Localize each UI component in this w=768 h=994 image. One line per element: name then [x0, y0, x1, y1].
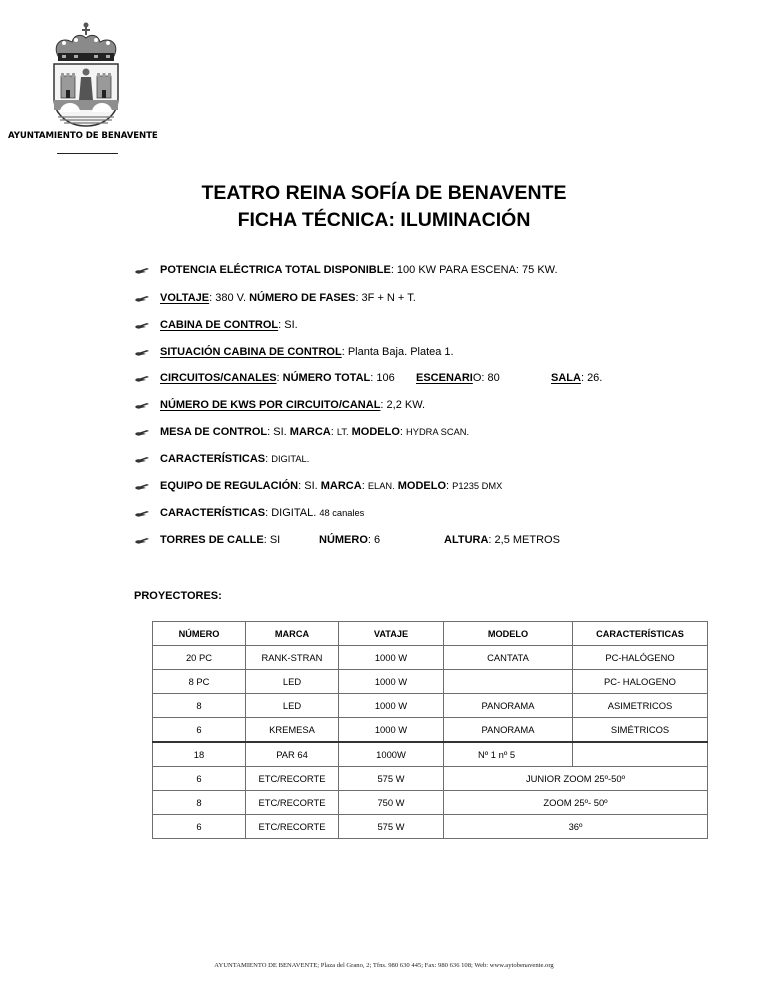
- spec-text: ELAN.: [367, 481, 395, 491]
- organization-name: AYUNTAMIENTO DE BENAVENTE: [8, 131, 158, 141]
- pointing-hand-icon: [134, 262, 150, 278]
- cell-caracteristicas: SIMÉTRICOS: [573, 718, 708, 743]
- cell-numero: 8 PC: [153, 670, 246, 694]
- spec-text: POTENCIA ELÉCTRICA TOTAL DISPONIBLE: [160, 264, 391, 276]
- spec-text: ESCENARI: [416, 372, 473, 384]
- cell-modelo-caracteristicas: ZOOM 25º- 50º: [444, 791, 708, 815]
- pointing-hand-icon: [134, 370, 150, 386]
- cell-marca: PAR 64: [246, 742, 339, 767]
- spec-text: : 3F + N + T.: [355, 292, 416, 304]
- cell-marca: RANK-STRAN: [246, 646, 339, 670]
- spec-text: : SI.: [298, 480, 321, 492]
- pointing-hand-icon: [134, 344, 150, 360]
- spec-item-text: [160, 532, 280, 548]
- cell-vataje: 1000 W: [339, 694, 444, 718]
- spec-text: CARACTERÍSTICAS: [160, 453, 266, 465]
- spec-item-text: [160, 451, 309, 467]
- spec-text: O: 80: [472, 372, 500, 384]
- pointing-hand-icon: [134, 451, 150, 467]
- spec-text: NÚMERO DE KWS POR CIRCUITO/CANAL: [160, 399, 381, 411]
- header-divider: [57, 153, 118, 154]
- spec-item-text: [160, 317, 298, 333]
- spec-text: : 100 KW PARA ESCENA: 75 KW.: [390, 264, 558, 276]
- spec-text: : 106: [370, 372, 395, 384]
- spec-text: NÚMERO TOTAL: [282, 372, 371, 384]
- spec-item-text: [160, 344, 454, 360]
- table-row: [153, 670, 708, 694]
- table-row: [153, 791, 708, 815]
- spec-text: MARCA: [320, 480, 362, 492]
- spec-text: : 26.: [580, 372, 603, 384]
- cell-vataje: 1000 W: [339, 646, 444, 670]
- column-header-marca: MARCA: [246, 622, 339, 646]
- cell-modelo-caracteristicas: 36º: [444, 815, 708, 839]
- coat-of-arms-icon: [44, 20, 128, 128]
- document-title: TEATRO REINA SOFÍA DE BENAVENTE: [201, 182, 567, 204]
- spec-text: : SI.: [267, 426, 290, 438]
- document-subtitle: FICHA TÉCNICA: ILUMINACIÓN: [237, 209, 531, 231]
- cell-marca: KREMESA: [246, 718, 339, 743]
- spec-text: 48 canales: [319, 508, 365, 518]
- cell-vataje: 575 W: [339, 815, 444, 839]
- spec-text: :: [399, 426, 407, 438]
- spec-text: MODELO: [397, 480, 447, 492]
- spec-text: MESA DE CONTROL: [160, 426, 268, 438]
- spec-text: :: [276, 372, 283, 384]
- spec-item-text: [160, 262, 558, 278]
- spec-text: : DIGITAL.: [265, 507, 320, 519]
- spec-text: : 2,2 KW.: [380, 399, 426, 411]
- cell-numero: 6: [153, 815, 246, 839]
- cell-numero: 8: [153, 694, 246, 718]
- table-row: [153, 742, 708, 767]
- cell-modelo: PANORAMA: [444, 718, 573, 743]
- cell-modelo: PANORAMA: [444, 694, 573, 718]
- spec-text: : SI.: [278, 319, 298, 331]
- pointing-hand-icon: [134, 478, 150, 494]
- cell-modelo: CANTATA: [444, 646, 573, 670]
- cell-caracteristicas: ASIMETRICOS: [573, 694, 708, 718]
- spec-text: CARACTERÍSTICAS: [160, 507, 266, 519]
- table-header-row: [153, 622, 708, 646]
- spec-text: TORRES DE CALLE: [160, 534, 264, 546]
- cell-numero: 6: [153, 767, 246, 791]
- pointing-hand-icon: [134, 397, 150, 413]
- spec-item-text: [160, 478, 502, 494]
- spec-text: :: [446, 480, 453, 492]
- table-row: [153, 815, 708, 839]
- spec-text: P1235 DMX: [452, 481, 503, 491]
- spec-item-subfield: [319, 532, 380, 548]
- spec-text: SITUACIÓN CABINA DE CONTROL: [160, 346, 342, 358]
- logo: [0, 20, 172, 128]
- spec-text: :: [265, 453, 272, 465]
- spec-text: SALA: [551, 372, 581, 384]
- spec-text: : SI: [263, 534, 281, 546]
- spec-text: VOLTAJE: [160, 292, 210, 304]
- cell-caracteristicas: PC-HALÓGENO: [573, 646, 708, 670]
- spec-text: MARCA: [289, 426, 331, 438]
- cell-marca: LED: [246, 670, 339, 694]
- table-row: [153, 767, 708, 791]
- spec-text: : 380 V.: [209, 292, 250, 304]
- cell-numero: 6: [153, 718, 246, 743]
- spec-text: ALTURA: [444, 534, 489, 546]
- cell-caracteristicas: PC- HALOGENO: [573, 670, 708, 694]
- table-row: [153, 718, 708, 743]
- cell-vataje: 1000 W: [339, 718, 444, 743]
- column-header-vataje: VATAJE: [339, 622, 444, 646]
- spec-item-text: [160, 290, 416, 306]
- cell-vataje: 1000 W: [339, 670, 444, 694]
- cell-modelo-caracteristicas: JUNIOR ZOOM 25º-50º: [444, 767, 708, 791]
- cell-modelo: [444, 670, 573, 694]
- cell-vataje: 750 W: [339, 791, 444, 815]
- spec-text: DIGITAL.: [271, 454, 310, 464]
- cell-marca: ETC/RECORTE: [246, 791, 339, 815]
- column-header-caracteristicas: CARACTERÍSTICAS: [573, 622, 708, 646]
- cell-vataje: 575 W: [339, 767, 444, 791]
- spec-item-text: [160, 424, 469, 440]
- cell-marca: ETC/RECORTE: [246, 815, 339, 839]
- spec-text: LT.: [336, 427, 349, 437]
- spec-text: : 2,5 METROS: [488, 534, 560, 546]
- cell-numero: 8: [153, 791, 246, 815]
- cell-caracteristicas: [573, 742, 708, 767]
- spec-text: NÚMERO DE FASES: [249, 292, 356, 304]
- spec-text: :: [361, 480, 368, 492]
- pointing-hand-icon: [134, 424, 150, 440]
- spec-text: EQUIPO DE REGULACIÓN: [160, 480, 299, 492]
- table-row: [153, 694, 708, 718]
- projectors-label: PROYECTORES:: [134, 590, 222, 602]
- pointing-hand-icon: [134, 290, 150, 306]
- cell-marca: LED: [246, 694, 339, 718]
- pointing-hand-icon: [134, 317, 150, 333]
- spec-text: : 6: [367, 534, 381, 546]
- table-row: [153, 646, 708, 670]
- spec-item-subfield: [444, 532, 560, 548]
- spec-item-text: [160, 397, 425, 413]
- spec-text: NÚMERO: [319, 534, 368, 546]
- spec-item-subfield: [416, 370, 500, 386]
- spec-text: CABINA DE CONTROL: [160, 319, 279, 331]
- column-header-numero: NÚMERO: [153, 622, 246, 646]
- spec-text: : Planta Baja. Platea 1.: [341, 346, 454, 358]
- pointing-hand-icon: [134, 532, 150, 548]
- spec-item-text: [160, 370, 395, 386]
- cell-vataje: 1000W: [339, 742, 444, 767]
- footer-contact: AYUNTAMIENTO DE BENAVENTE; Plaza del Grano, 2; Tfns. 980 630 445; Fax: 980 636 108; Web: www.aytobenavente.org: [214, 962, 554, 969]
- cell-numero: 18: [153, 742, 246, 767]
- cell-marca: ETC/RECORTE: [246, 767, 339, 791]
- spec-text: HYDRA SCAN.: [406, 427, 470, 437]
- column-header-modelo: MODELO: [444, 622, 573, 646]
- cell-modelo: Nº 1 nº 5: [444, 742, 573, 767]
- spec-text: MODELO: [351, 426, 400, 438]
- spec-text: CIRCUITOS/CANALES: [160, 372, 277, 384]
- spec-item-text: [160, 505, 364, 521]
- spec-text: :: [330, 426, 337, 438]
- cell-numero: 20 PC: [153, 646, 246, 670]
- pointing-hand-icon: [134, 505, 150, 521]
- spec-item-subfield: [551, 370, 602, 386]
- projectors-table: [152, 621, 708, 839]
